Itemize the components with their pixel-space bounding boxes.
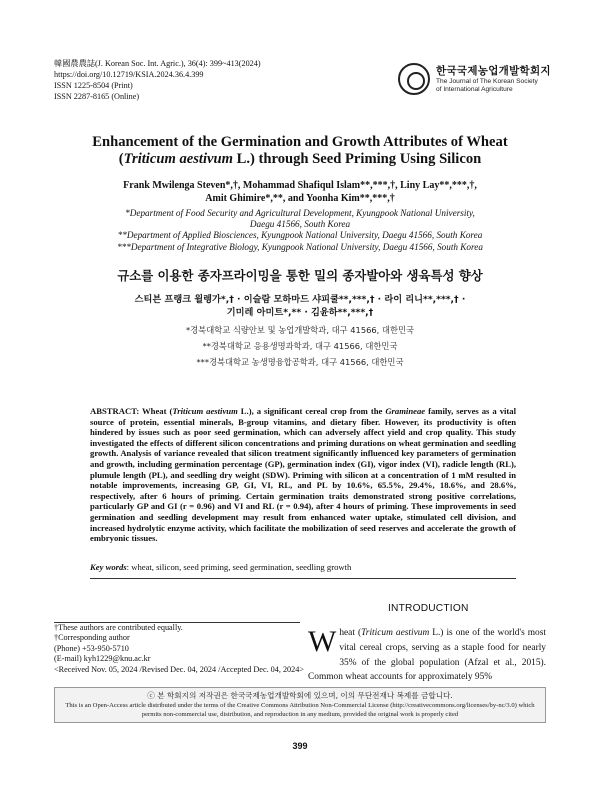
keywords-label: Key words <box>90 562 127 572</box>
issn-online: ISSN 2287-8165 (Online) <box>54 92 140 101</box>
logo-korean-name: 한국국제농업개발학회지 <box>436 65 551 77</box>
korean-title: 규소를 이용한 종자프라이밍을 통한 밀의 종자발아와 생육특성 향상 <box>117 268 483 283</box>
received-dates: <Received Nov. 05, 2024 /Revised Dec. 04, 2024 /Accepted Dec. 04, 2024> <box>54 664 304 674</box>
introduction-paragraph: Wheat (Triticum aestivum L.) is one of the world's most vital cereal crops, serving as a staple food for nearly 35% of the global population (Afzal et al., 2015). Common wheat accounts for approximately 95% <box>308 625 547 683</box>
section-heading-introduction: INTRODUCTION <box>388 603 469 614</box>
logo-english-name: The Journal of The Korean Society of International Agriculture <box>436 78 538 93</box>
corresponding-email[interactable]: (E-mail) kyh1229@knu.ac.kr <box>54 654 151 664</box>
journal-citation: 韓國農農誌(J. Korean Soc. Int. Agric.), 36(4): 399~413(2024) <box>54 59 261 68</box>
page-number: 399 <box>292 741 308 751</box>
abstract-label: ABSTRACT: <box>90 406 140 416</box>
species-name: Triticum aestivum <box>123 151 233 167</box>
license-text: This is an Open-Access article distributed under the terms of the Creative Commons Attribution Non-Commercial License (http://creativecommons.org/licenses/by-nc/3.0) which permits non-commercial use, distribution, and reproduction in any medium, provided the original work is properly cited <box>65 702 535 718</box>
korean-affiliation-list: *경북대학교 식량안보 및 농업개발학과, 대구 41566, 대한민국 **경북대학교 응용생명과학과, 대구 41566, 대한민국 ***경북대학교 농생명융합공학과, 대구 41566, 대한민국 <box>186 325 414 367</box>
korean-author-list: 스티븐 프랭크 윌렝가*,† · 이슬람 모하마드 샤피쿨**,***,† · 라이 리니**,***,† · 기미레 아미트*,** · 김윤하**,***,† <box>134 294 466 318</box>
drop-cap: W <box>308 625 337 658</box>
author-list: Frank Mwilenga Steven*,†, Mohammad Shafiqul Islam**,***,†, Liny Lay**,***,†, Amit Ghimire*,**, and Yoonha Kim**,***,† <box>123 180 477 204</box>
keywords: Key words: wheat, silicon, seed priming, seed germination, seedling growth <box>90 562 352 572</box>
abstract: ABSTRACT: Wheat (Triticum aestivum L.), a significant cereal crop from the Gramineae family, serves as a vital source of protein, essential minerals, B-group vitamins, and dietary fiber. However, its productivity is often hindered by issues such as poor seed germination, which can adversely affect yield and crop quality. This study investigated the effects of different silicon concentrations and priming durations on wheat germination and seedling growth. Analysis of variance revealed that silicon treatment significantly influenced key parameters of germination and growth, including germination percentage (GP), germination index (GI), vigor index (VI), radicle length (RL), plumule length (PL), and seedling dry weight (SDW). Priming with silicon at a concentration of 1 mM resulted in notable improvements, increasing GP, GI, VI, RL, and PL by 10.6%, 65.5%, 29.4%, 18.6%, and 28.6%, respectively, after 6 hours of priming. Certain germination traits demonstrated strong positive correlations, particularly GP and GI (r = 0.96) and VI and RL (r = 0.94), after 4 hours of priming. These improvements in seed germination and seedling development may result from enhanced water uptake, stimulated cell division, and increased hydrolytic enzyme activity, which facilitate the mobilization of seed reserves and accelerate the growth of embryonic tissues. <box>90 406 517 544</box>
footnotes: †These authors are contributed equally. †Corresponding author (Phone) +53-950-5710 (E-mail) kyh1229@knu.ac.kr <Received Nov. 05, 2024 /Revised Dec. 04, 2024 /Accepted Dec. 04, 2024> <box>54 623 304 674</box>
affiliation-list: *Department of Food Security and Agricultural Development, Kyungpook National University, Daegu 41566, South Korea **Department of Applied Biosciences, Kyungpook National University, Daegu 41566, South Korea ***Department of Integrative Biology, Kyungpook National University, Daegu 41566, South Korea <box>117 208 483 252</box>
society-emblem-icon <box>398 63 430 95</box>
doi-link[interactable]: https://doi.org/10.12719/KSIA.2024.36.4.399 <box>54 70 204 79</box>
journal-metadata <box>54 58 261 102</box>
society-logo <box>398 63 551 97</box>
abstract-divider <box>90 578 516 579</box>
paper-title: Enhancement of the Germination and Growth Attributes of Wheat (Triticum aestivum L.) through Seed Priming Using Silicon <box>92 134 508 167</box>
copyright-notice-korean: ⓒ 본 학회지의 저작권은 한국국제농업개발학회에 있으며, 이의 무단전재나 복제를 금합니다. <box>147 691 453 700</box>
issn-print: ISSN 1225-8504 (Print) <box>54 81 133 90</box>
